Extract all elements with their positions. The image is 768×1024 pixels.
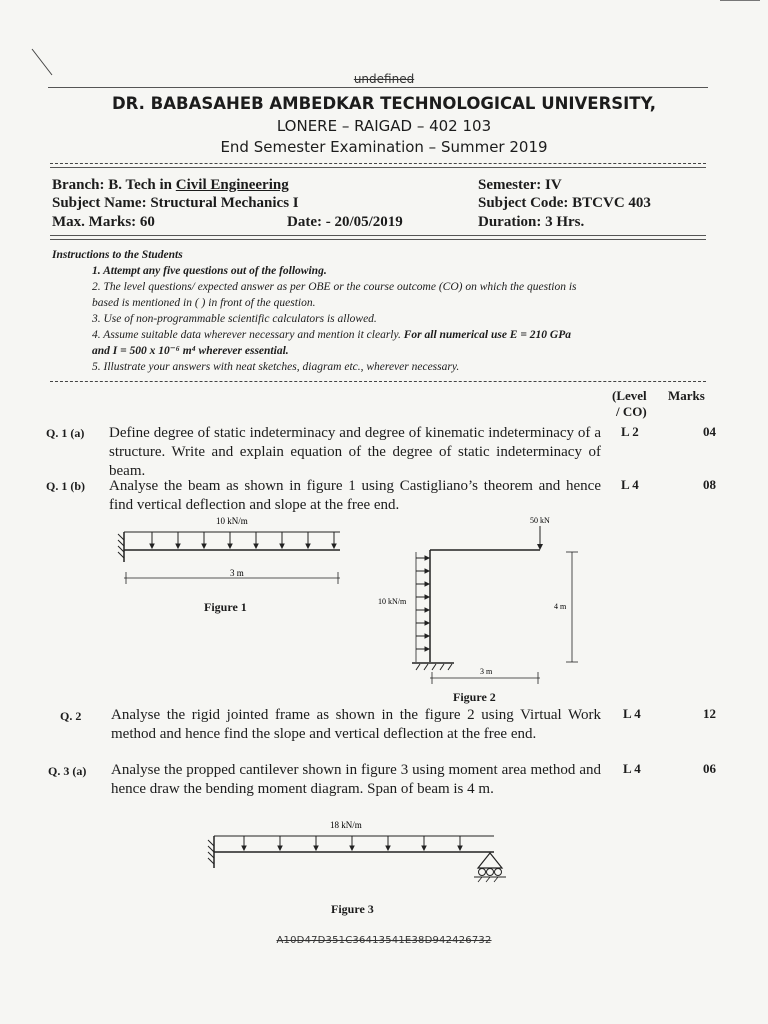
question-text: Analyse the rigid jointed frame as shown in the figure 2 using Virtual Work method and hence find the slope and vertical deflection at the free end. [111, 707, 601, 742]
instruction-4 [92, 327, 571, 343]
roller-support-icon [474, 853, 506, 882]
instruction-4-cont: and I = 500 x 10⁻⁶ m⁴ wherever essential. [92, 345, 289, 357]
header-top-rule [48, 87, 708, 88]
question-label: Q. 1 (a) [46, 426, 85, 440]
question-marks: 08 [703, 477, 716, 492]
top-mark: undefined [353, 72, 415, 86]
figure-3-load-label: 18 kN/m [330, 820, 362, 830]
figure-3-caption: Figure 3 [331, 902, 374, 916]
figure-3-udl-arrows [242, 836, 462, 850]
instruction-1: 1. Attempt any five questions out of the following. [92, 265, 327, 277]
info-rule-2 [50, 239, 706, 240]
level-header-1: (Level [612, 388, 647, 403]
semester: Semester: IV [478, 177, 562, 193]
instruction-4-text: 4. Assume suitable data wherever necessary and mention it clearly. [92, 329, 401, 341]
figure-2-point-load-label: 50 kN [530, 516, 550, 525]
question-level: L 4 [623, 761, 641, 776]
branch-label: Branch: B. Tech in [52, 177, 176, 193]
exam-title: End Semester Examination – Summer 2019 [220, 138, 548, 156]
subject-code: Subject Code: BTCVC 403 [478, 195, 651, 211]
instruction-2: 2. The level questions/ expected answer as per OBE or the course outcome (CO) on which the question is [92, 281, 577, 293]
marks-header: Marks [668, 388, 705, 403]
figure-1-span-label: 3 m [230, 568, 244, 578]
question-marks: 12 [703, 706, 716, 721]
figure-2-span-label: 3 m [480, 667, 493, 676]
exam-date: Date: - 20/05/2019 [287, 214, 403, 230]
question-level: L 2 [621, 424, 639, 439]
info-rule-1 [50, 235, 706, 236]
question-label: Q. 3 (a) [48, 764, 87, 778]
question-text: Analyse the propped cantilever shown in figure 3 using moment area method and hence draw the bending moment diagram. Span of beam is 4 m. [111, 762, 601, 797]
question-text: Define degree of static indeterminacy and degree of kinematic indeterminacy of a structure. Write and explain equation of the degree of static indeterminacy of beam. [109, 425, 601, 479]
figure-1-caption: Figure 1 [204, 600, 247, 614]
figure-1-cantilever-beam [112, 512, 352, 592]
question-marks: 06 [703, 761, 716, 776]
udl-arrows [150, 532, 336, 548]
figure-2-rigid-frame [372, 512, 582, 692]
question-level: L 4 [623, 706, 641, 721]
figure-2-caption: Figure 2 [453, 690, 496, 704]
figure-2-height-label: 4 m [554, 602, 567, 611]
question-label: Q. 1 (b) [46, 479, 85, 493]
level-header-2: / CO) [616, 404, 647, 419]
university-location: LONERE – RAIGAD – 402 103 [276, 117, 492, 135]
frame-udl-arrows [416, 556, 429, 651]
instruction-3: 3. Use of non-programmable scientific calculators is allowed. [92, 313, 377, 325]
header-solid-rule [50, 167, 706, 168]
max-marks: Max. Marks: 60 [52, 214, 155, 230]
instruction-5: 5. Illustrate your answers with neat sketches, diagram etc., wherever necessary. [92, 361, 460, 373]
question-marks: 04 [703, 424, 716, 439]
instruction-4-numerical: For all numerical use E = 210 GPa [403, 329, 571, 341]
duration: Duration: 3 Hrs. [478, 214, 585, 230]
header-dashed-rule [50, 163, 706, 164]
figure-1-load-label: 10 kN/m [216, 516, 248, 526]
question-text: Analyse the beam as shown in figure 1 using Castigliano’s theorem and hence find vertical deflection and slope at the free end. [109, 478, 601, 513]
branch-line [52, 177, 289, 194]
university-name: DR. BABASAHEB AMBEDKAR TECHNOLOGICAL UNIVERSITY, [111, 94, 657, 113]
instruction-2-cont: based is mentioned in ( ) in front of the question. [92, 297, 316, 309]
branch-value: Civil Engineering [175, 177, 289, 193]
figure-3-propped-cantilever [200, 816, 520, 896]
edge-mark [720, 0, 760, 1]
question-label: Q. 2 [60, 709, 82, 723]
instructions-title: Instructions to the Students [52, 249, 183, 261]
question-level: L 4 [621, 477, 639, 492]
instructions-dashed-rule [50, 381, 706, 382]
subject-name: Subject Name: Structural Mechanics I [52, 195, 299, 211]
figure-2-udl-label: 10 kN/m [378, 597, 407, 606]
footer-code: A10D47D351C36413541E38D942426732 [276, 935, 492, 946]
